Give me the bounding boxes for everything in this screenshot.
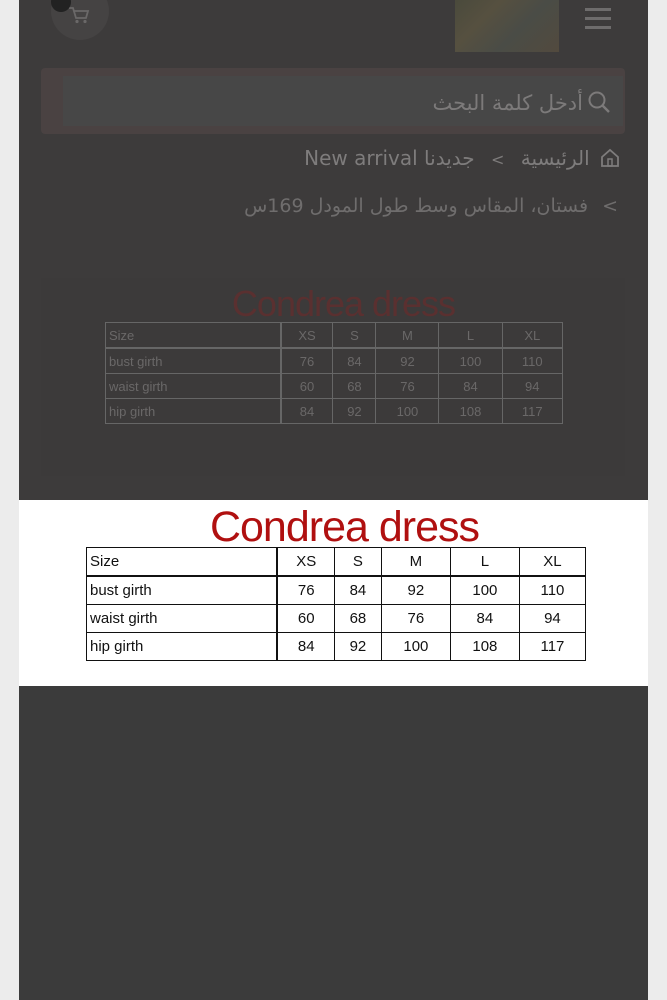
table-row: waist girth 60 68 76 84 94 [106,374,563,399]
breadcrumb-home[interactable]: الرئيسية [520,146,590,170]
row-label: hip girth [87,633,278,661]
size-chart-table-dimmed [105,322,563,424]
table-cell: 108 [450,633,519,661]
search-input[interactable] [63,76,623,126]
table-row: bust girth 76 84 92 100 110 [106,348,563,374]
table-row: hip girth 84 92 100 108 117 [106,399,563,424]
cart-icon [68,6,90,24]
row-label: bust girth [87,576,278,605]
breadcrumb [304,146,620,170]
search-bar [41,68,625,134]
table-cell: 84 [450,605,519,633]
size-header-xs: XS [277,548,334,577]
table-row [87,576,586,605]
table-cell: 76 [277,576,334,605]
breadcrumb-separator: > [490,150,505,169]
table-row [87,633,586,661]
breadcrumb-product-title: فستان، المقاس وسط طول المودل 169س [244,195,589,217]
breadcrumb-separator: > [602,195,618,217]
size-header-s: S [334,548,381,577]
dimmed-product-page [19,0,648,500]
table-cell: 60 [277,605,334,633]
size-header-xl: XL [519,548,585,577]
table-cell: 84 [277,633,334,661]
size-header-l: L [450,548,519,577]
table-cell: 76 [381,605,450,633]
table-cell: 68 [334,605,381,633]
table-cell: 92 [334,633,381,661]
search-placeholder: أدخل كلمة البحث [432,91,583,115]
table-cell: 100 [450,576,519,605]
table-cell: 92 [381,576,450,605]
home-icon[interactable] [600,148,620,167]
search-icon[interactable] [587,90,611,114]
size-chart-title: Condrea dress [209,503,480,551]
row-label: waist girth [87,605,278,633]
breadcrumb-category[interactable]: جديدنا New arrival [304,146,475,170]
table-row: Size XS S M L XL [106,323,563,349]
breadcrumb-product [244,195,618,217]
table-row [87,548,586,577]
table-row [87,605,586,633]
size-chart-lightbox-image[interactable] [19,500,648,686]
store-logo[interactable] [455,0,559,52]
table-cell: 110 [519,576,585,605]
screen [19,0,648,1000]
hamburger-menu-icon[interactable] [585,8,611,30]
size-header-label: Size [87,548,278,577]
table-cell: 84 [334,576,381,605]
size-chart-title-dimmed: Condrea dress [231,283,456,324]
table-cell: 94 [519,605,585,633]
table-cell: 117 [519,633,585,661]
table-cell: 100 [381,633,450,661]
size-chart-table [86,547,586,661]
size-header-m: M [381,548,450,577]
